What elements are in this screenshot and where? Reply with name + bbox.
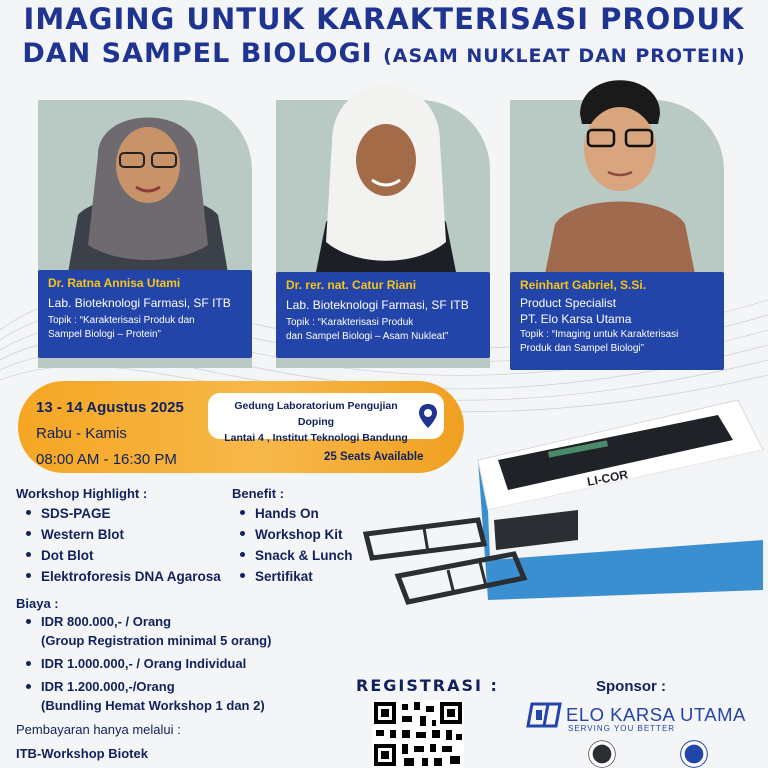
title-subtitle: (ASAM NUKLEAT DAN PROTEIN) xyxy=(383,45,746,67)
biaya-heading: Biaya : xyxy=(16,596,59,611)
payment-account: ITB-Workshop Biotek xyxy=(16,746,148,761)
sponsor-name: ELO KARSA UTAMA xyxy=(566,704,746,725)
price-1: IDR 800.000,- / Orang xyxy=(22,612,271,631)
seal-logo-left xyxy=(560,740,644,768)
speaker-2-photo xyxy=(296,72,476,272)
speaker-3-photo xyxy=(530,64,710,274)
benefit-item: Workshop Kit xyxy=(236,524,353,545)
elo-karsa-logo-icon xyxy=(526,700,562,730)
benefit-list xyxy=(236,503,353,587)
speaker-1-topic xyxy=(48,314,242,342)
speaker-3-company: PT. Elo Karsa Utama xyxy=(520,312,632,326)
sponsor-heading: Sponsor : xyxy=(596,678,666,695)
workshop-item: SDS-PAGE xyxy=(22,503,221,524)
registration-qr-code[interactable] xyxy=(372,700,464,768)
event-date: 13 - 14 Agustus 2025 xyxy=(36,399,184,416)
speaker-1-role: Lab. Bioteknologi Farmasi, SF ITB xyxy=(48,296,231,310)
speaker-3-name: Reinhart Gabriel, S.Si. xyxy=(520,278,647,292)
speaker-3-topic xyxy=(520,328,714,356)
registration-heading: REGISTRASI : xyxy=(356,676,499,695)
sponsor-tagline: SERVING YOU BETTER xyxy=(568,724,676,733)
map-pin-icon xyxy=(418,403,438,429)
speaker-2-card xyxy=(276,272,490,358)
event-location-line1: Gedung Laboratorium Pengujian Doping xyxy=(234,400,398,428)
benefit-item: Hands On xyxy=(236,503,353,524)
event-time: 08:00 AM - 16:30 PM xyxy=(36,451,177,468)
price-3: IDR 1.200.000,-/Orang xyxy=(22,677,271,696)
event-location xyxy=(208,393,444,444)
event-info xyxy=(18,381,464,473)
speaker-3-card xyxy=(510,272,724,370)
speaker-3-topic-line1: Topik : “Imaging untuk Karakterisasi xyxy=(520,329,679,340)
price-1-note: (Group Registration minimal 5 orang) xyxy=(41,633,272,648)
page-title: IMAGING UNTUK KARAKTERISASI PRODUK xyxy=(23,2,745,36)
speaker-2-role: Lab. Bioteknologi Farmasi, SF ITB xyxy=(286,298,469,312)
workshop-heading: Workshop Highlight : xyxy=(16,486,148,501)
speaker-2-topic xyxy=(286,316,480,344)
speaker-2-topic-line2: dan Sampel Biologi – Asam Nukleat” xyxy=(286,331,449,342)
speaker-1-name: Dr. Ratna Annisa Utami xyxy=(48,276,181,290)
biaya-list xyxy=(22,612,271,715)
speaker-3-topic-line2: Produk dan Sampel Biologi” xyxy=(520,343,644,354)
workshop-item: Elektroforesis DNA Agarosa xyxy=(22,566,221,587)
workshop-item: Dot Blot xyxy=(22,545,221,566)
price-2: IDR 1.000.000,- / Orang Individual xyxy=(22,654,271,673)
svg-text:LI-COR: LI-COR xyxy=(585,467,630,489)
benefit-item: Sertifikat xyxy=(236,566,353,587)
speaker-3-role: Product Specialist xyxy=(520,296,617,310)
speaker-2-name: Dr. rer. nat. Catur Riani xyxy=(286,278,417,292)
title-main: DAN SAMPEL BIOLOGI xyxy=(22,38,373,69)
payment-heading: Pembayaran hanya melalui : xyxy=(16,722,181,737)
workshop-item: Western Blot xyxy=(22,524,221,545)
workshop-list xyxy=(22,503,221,587)
price-3-note: (Bundling Hemat Workshop 1 dan 2) xyxy=(41,698,265,713)
speaker-1-photo xyxy=(58,95,238,273)
event-days: Rabu - Kamis xyxy=(36,425,127,442)
seal-logo-right xyxy=(652,740,736,768)
benefit-heading: Benefit : xyxy=(232,486,284,501)
speaker-1-topic-line1: Topik : “Karakterisasi Produk dan xyxy=(48,315,195,326)
speaker-1-topic-line2: Sampel Biologi – Protein” xyxy=(48,329,161,340)
speaker-2-topic-line1: Topik : “Karakterisasi Produk xyxy=(286,317,414,328)
benefit-item: Snack & Lunch xyxy=(236,545,353,566)
seats-available: 25 Seats Available xyxy=(324,451,424,463)
event-location-line2: Lantai 4 , Institut Teknologi Bandung xyxy=(224,432,408,444)
speaker-1-card xyxy=(38,270,252,358)
gel-frames-image xyxy=(360,514,530,606)
